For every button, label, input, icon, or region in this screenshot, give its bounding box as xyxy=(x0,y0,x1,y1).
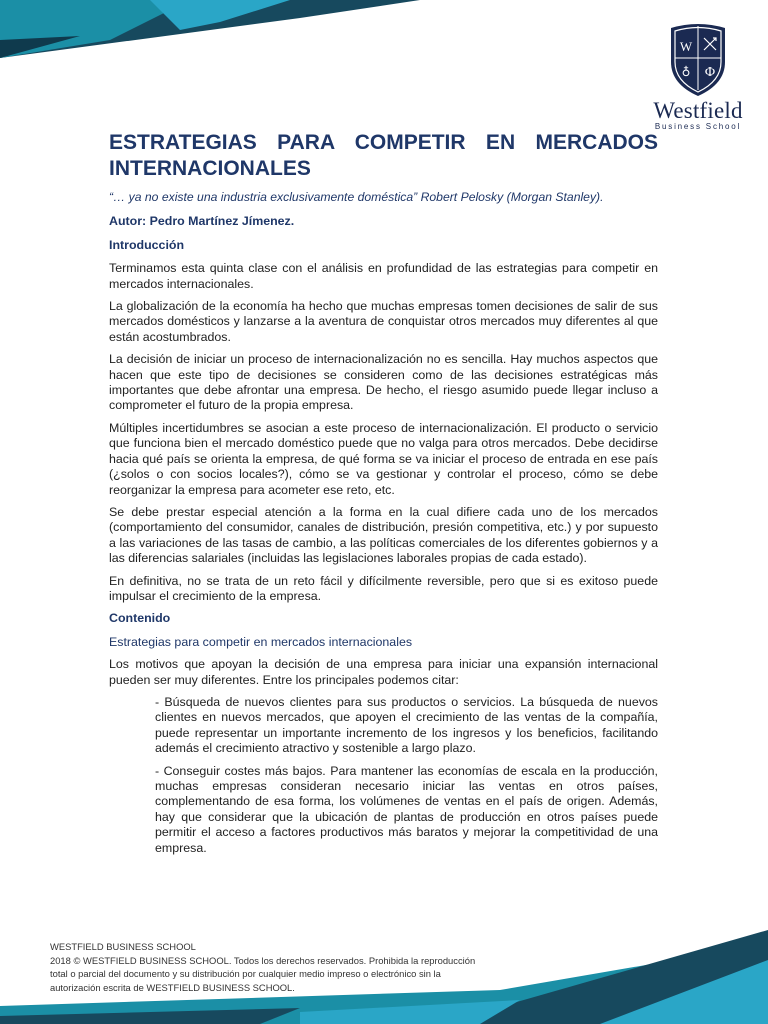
motives-paragraph: Los motivos que apoyan la decisión de una empresa para iniciar una expansión internacional pueden ser muy diferentes. Entre los principales podemos citar: xyxy=(109,657,658,687)
document-title xyxy=(109,130,658,182)
svg-text:♁: ♁ xyxy=(681,65,691,79)
title-line-1: ESTRATEGIAS PARA COMPETIR EN MERCADOS xyxy=(109,131,658,154)
brand-name: Westfield xyxy=(653,98,743,123)
top-decorative-band xyxy=(0,0,420,70)
brand-subtitle: Business School xyxy=(654,122,742,131)
paragraph: Se debe prestar especial atención a la forma en la cual difiere cada uno de los mercados (comportamiento del consumidor, canales de distribución, presión competitiva, etc.) y por supuesto a las variaciones de las tasas de cambio, a las políticas comerciales de los diferentes gobiernos y a las diferencias salariales (incluidas las legislaciones laborales propias de cada estado). xyxy=(109,504,658,566)
intro-heading: Introducción xyxy=(109,237,185,252)
paragraph: En definitiva, no se trata de un reto fácil y difícilmente reversible, pero que si es exitoso puede impulsar el crecimiento de la empresa. xyxy=(109,573,658,603)
author-line: Autor: Pedro Martínez Jímenez. xyxy=(109,214,295,229)
bullet-item: - Conseguir costes más bajos. Para mantener las economías de escala en la producción, muchas empresas consideran necesario iniciar las ventas en otros países, complementando de esa forma, los volúmenes de ventas en el país de origen. Además, hay que considerar que la ubicación de plantas de producción en otros países puede permitir el acceso a factores productivos más baratos y mejorar la competitividad de una empresa. xyxy=(155,763,658,855)
footer-line: total o parcial del documento y su distribución por cualquier medio impreso o electrónico sin la xyxy=(50,968,441,979)
content-heading: Contenido xyxy=(109,611,171,626)
bullet-item: - Búsqueda de nuevos clientes para sus productos o servicios. La búsqueda de nuevos clientes en nuevos mercados, que apoyen el crecimiento de las ventas de la compañía, puede representar un importante incremento de los ingresos y los beneficios, facilitando además el crecimiento atractivo y sostenible a largo plazo. xyxy=(155,694,658,756)
svg-text:W: W xyxy=(679,39,693,54)
document-body xyxy=(109,130,658,863)
title-line-2: INTERNACIONALES xyxy=(109,157,311,180)
paragraph: La globalización de la economía ha hecho que muchas empresas tomen decisiones de salir de sus mercados domésticos y lanzarse a la aventura de conquistar otros mercados muy diferentes al que están acostumbrados. xyxy=(109,299,658,344)
footer-notice xyxy=(50,940,570,994)
westfield-logo xyxy=(648,18,748,140)
epigraph-quote: “… ya no existe una industria exclusivamente doméstica” Robert Pelosky (Morgan Stanley). xyxy=(109,190,604,204)
svg-text:Φ: Φ xyxy=(704,65,716,80)
footer-line: 2018 © WESTFIELD BUSINESS SCHOOL. Todos los derechos reservados. Prohibida la reproducción xyxy=(50,954,476,966)
footer-line: autorización escrita de WESTFIELD BUSINESS SCHOOL. xyxy=(50,981,295,993)
shield-crest-icon xyxy=(667,18,729,98)
paragraph: Múltiples incertidumbres se asocian a este proceso de internacionalización. El producto o servicio que funciona bien el mercado doméstico puede que no valga para otros mercados. Debe decidirse hacia qué país se orienta la empresa, de qué forma se va iniciar el proceso de entrada en ese país (¿solos o con socios locales?), cómo se va gestionar y controlar el proceso, cómo se debe reorganizar la empresa para acometer ese reto, etc. xyxy=(109,420,658,497)
content-subheading: Estrategias para competir en mercados internacionales xyxy=(109,634,413,649)
footer-line: WESTFIELD BUSINESS SCHOOL xyxy=(50,941,196,952)
paragraph: La decisión de iniciar un proceso de internacionalización no es sencilla. Hay muchos aspectos que hacen que este tipo de decisiones se consideren como de las decisiones estratégicas más importantes que debe afrontar una empresa. De hecho, el riesgo asumido puede llegar incluso a comprometer el futuro de la propia empresa. xyxy=(109,352,658,413)
paragraph: Terminamos esta quinta clase con el análisis en profundidad de las estrategias para competir en mercados internacionales. xyxy=(109,261,658,291)
